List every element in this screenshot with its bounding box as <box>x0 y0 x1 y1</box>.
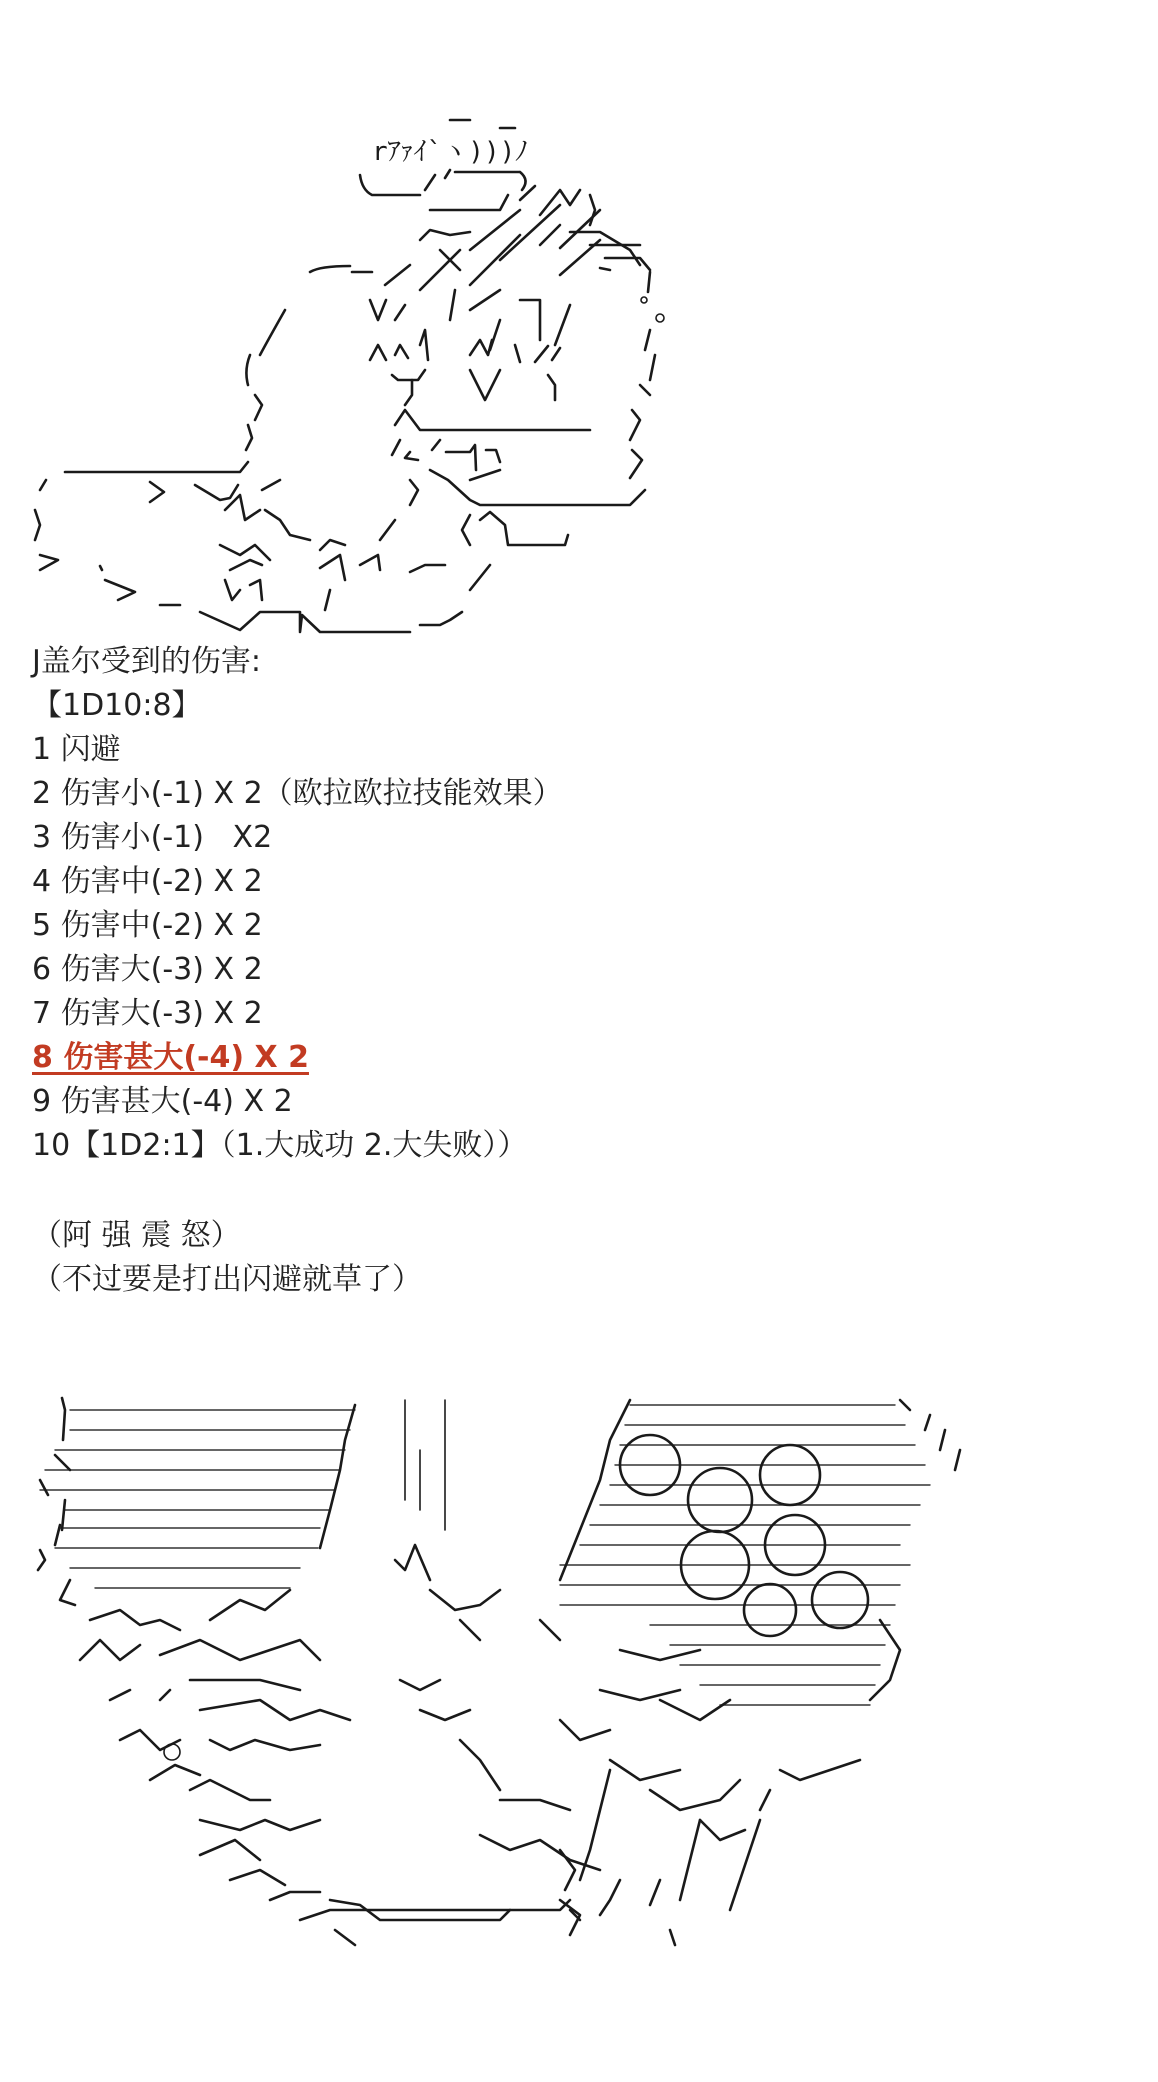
comment-line-2: （不过要是打出闪避就草了） <box>32 1262 422 1297</box>
outcome-item: 4 伤害中(-2) X 2 <box>32 864 263 899</box>
outcome-item: 7 伤害大(-3) X 2 <box>32 996 263 1031</box>
outcome-item: 2 伤害小(-1) X 2（欧拉欧拉技能效果） <box>32 776 563 811</box>
comment-line-1: （阿 强 震 怒） <box>32 1218 241 1253</box>
outcome-item: 10【1D2:1】（1.大成功 2.大失败）） <box>32 1128 528 1163</box>
outcome-item-selected: 8 伤害甚大(-4) X 2 <box>32 1040 309 1075</box>
outcome-item: 9 伤害甚大(-4) X 2 <box>32 1084 293 1119</box>
outcome-item: 3 伤害小(-1) X2 <box>32 820 273 855</box>
clash-scene-illustration <box>38 1398 960 1945</box>
outcome-item: 1 闪避 <box>32 732 121 767</box>
art-top-caption: rｱｧｲ`ヽ)))ﾉ <box>372 137 529 167</box>
dice-roll-result: 【1D10:8】 <box>32 688 202 723</box>
outcome-item: 5 伤害中(-2) X 2 <box>32 908 263 943</box>
outcome-item: 6 伤害大(-3) X 2 <box>32 952 263 987</box>
damage-result-block <box>32 640 1132 1168</box>
seated-figure-illustration <box>35 120 664 632</box>
damage-title: J盖尔受到的伤害: <box>32 644 261 679</box>
